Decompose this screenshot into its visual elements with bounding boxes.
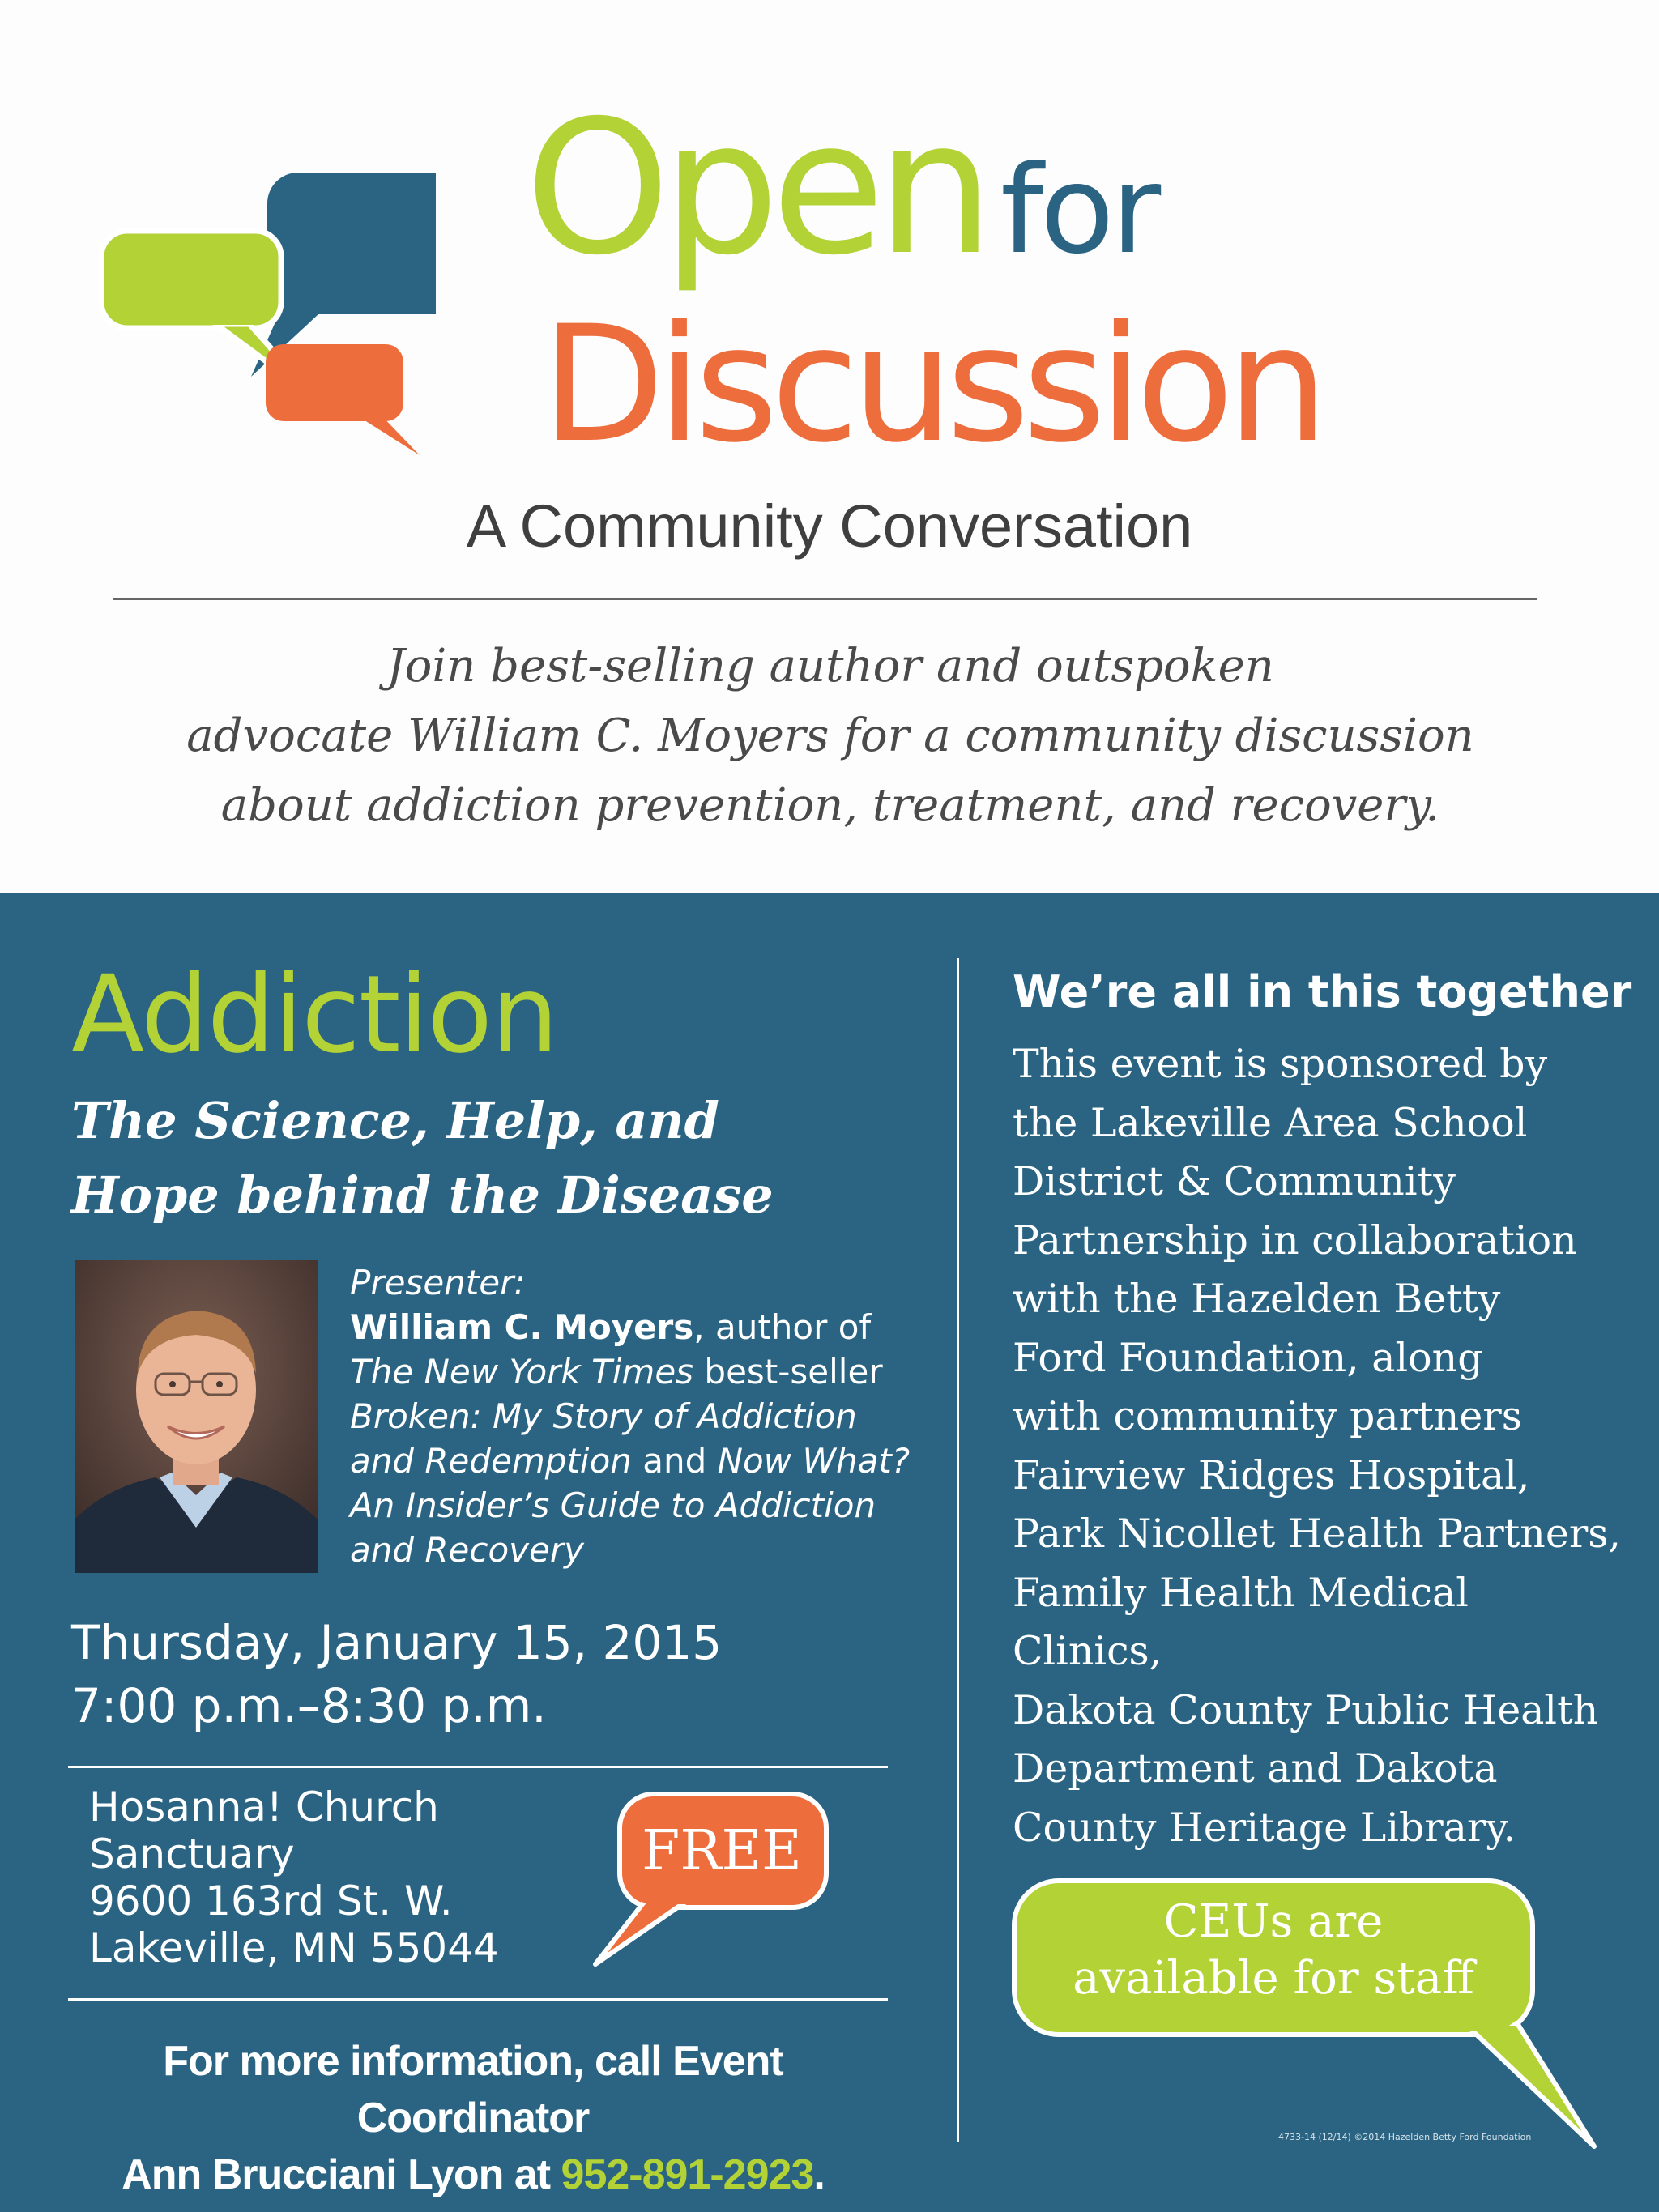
address-line: Sanctuary <box>89 1831 295 1877</box>
event-time: 7:00 p.m.–8:30 p.m. <box>71 1678 547 1733</box>
presenter-label: Presenter: <box>350 1263 526 1302</box>
book-conjunction: and <box>631 1441 718 1481</box>
intro-line: about addiction prevention, treatment, and recovery. <box>220 779 1440 832</box>
sponsors-line: with the Hazelden Betty <box>1013 1276 1501 1322</box>
sponsors-line: Ford Foundation, along <box>1013 1334 1483 1381</box>
presenter-portrait-icon <box>75 1260 318 1573</box>
newspaper-name: The New York Times <box>350 1352 694 1392</box>
event-subheading-line: The Science, Help, and <box>71 1091 719 1150</box>
presenter-line <box>350 1305 917 1349</box>
book-title-line: Broken: My Story of Addiction <box>350 1396 857 1436</box>
contact-line: For more information, call Event Coordinator <box>163 2038 783 2142</box>
intro-line: Join best-selling author and outspoken <box>386 640 1274 693</box>
presenter-name: William C. Moyers <box>350 1307 694 1347</box>
sponsors-line: Fairview Ridges Hospital, <box>1013 1451 1530 1498</box>
contact-info <box>68 2033 878 2203</box>
blue-bubble-shape <box>267 173 436 314</box>
book-title-line: An Insider’s Guide to Addiction <box>350 1485 876 1525</box>
presenter-tail: , author of <box>693 1307 872 1347</box>
title-for: for <box>1000 140 1158 281</box>
contact-phone: 952-891-2923 <box>561 2151 814 2198</box>
footnote: 4733-14 (12/14) ©2014 Hazelden Betty Ford Foundation <box>1278 2132 1532 2142</box>
presenter-photo <box>75 1260 318 1573</box>
presenter-info <box>350 1260 917 1572</box>
sponsors-line: Family Health Medical Clinics, <box>1013 1569 1469 1674</box>
vertical-divider <box>957 958 959 2142</box>
address-line: Lakeville, MN 55044 <box>89 1924 499 1971</box>
contact-name: Ann Brucciani Lyon at <box>122 2151 561 2198</box>
intro-line: advocate William C. Moyers for a community discussion <box>186 710 1474 762</box>
event-date: Thursday, January 15, 2015 <box>71 1615 723 1670</box>
sponsors-line: Department and Dakota <box>1013 1745 1498 1792</box>
ceu-line: CEUs are <box>1163 1895 1384 1948</box>
divider <box>68 1998 888 2001</box>
title-open: Open <box>525 80 986 296</box>
address-line: 9600 163rd St. W. <box>89 1877 453 1924</box>
orange-bubble-shape <box>266 344 403 421</box>
sponsors-line: Dakota County Public Health <box>1013 1686 1599 1733</box>
sponsors-line: District & Community <box>1013 1158 1456 1204</box>
speech-bubbles-logo-icon <box>96 162 436 470</box>
divider <box>68 1766 888 1768</box>
address-line: Hosanna! Church <box>89 1784 439 1831</box>
contact-period: . <box>813 2151 825 2198</box>
subtitle: A Community Conversation <box>466 492 1193 560</box>
book-title-line: and Recovery <box>350 1530 584 1570</box>
book-title-part: Now What? <box>717 1441 911 1481</box>
contact-line <box>68 2146 878 2203</box>
sponsors-line: County Heritage Library. <box>1013 1804 1516 1851</box>
book-title-part: and Redemption <box>350 1441 632 1481</box>
sponsors-text <box>1013 1035 1628 1857</box>
event-address <box>89 1784 499 1971</box>
event-subheading <box>71 1084 881 1233</box>
bestseller-text: best-seller <box>693 1352 883 1392</box>
book-title-line <box>350 1438 917 1483</box>
free-label: FREE <box>642 1819 802 1883</box>
sponsors-line: Park Nicollet Health Partners, <box>1013 1511 1622 1557</box>
ceu-note <box>1017 1894 1529 2007</box>
title-discussion: Discussion <box>541 291 1321 478</box>
sponsors-line: Partnership in collaboration <box>1013 1217 1577 1264</box>
sponsors-line: the Lakeville Area School <box>1013 1099 1528 1146</box>
sponsors-line: This event is sponsored by <box>1013 1041 1548 1087</box>
sponsors-line: with community partners <box>1013 1393 1522 1439</box>
header-section <box>0 0 1659 893</box>
book-line <box>350 1349 917 1394</box>
event-subheading-line: Hope behind the Disease <box>71 1166 774 1225</box>
divider <box>113 598 1537 600</box>
ceu-line: available for staff <box>1073 1952 1474 2005</box>
event-heading: Addiction <box>71 953 557 1077</box>
intro-text <box>122 632 1539 841</box>
sponsors-heading: We’re all in this together <box>1013 966 1632 1017</box>
